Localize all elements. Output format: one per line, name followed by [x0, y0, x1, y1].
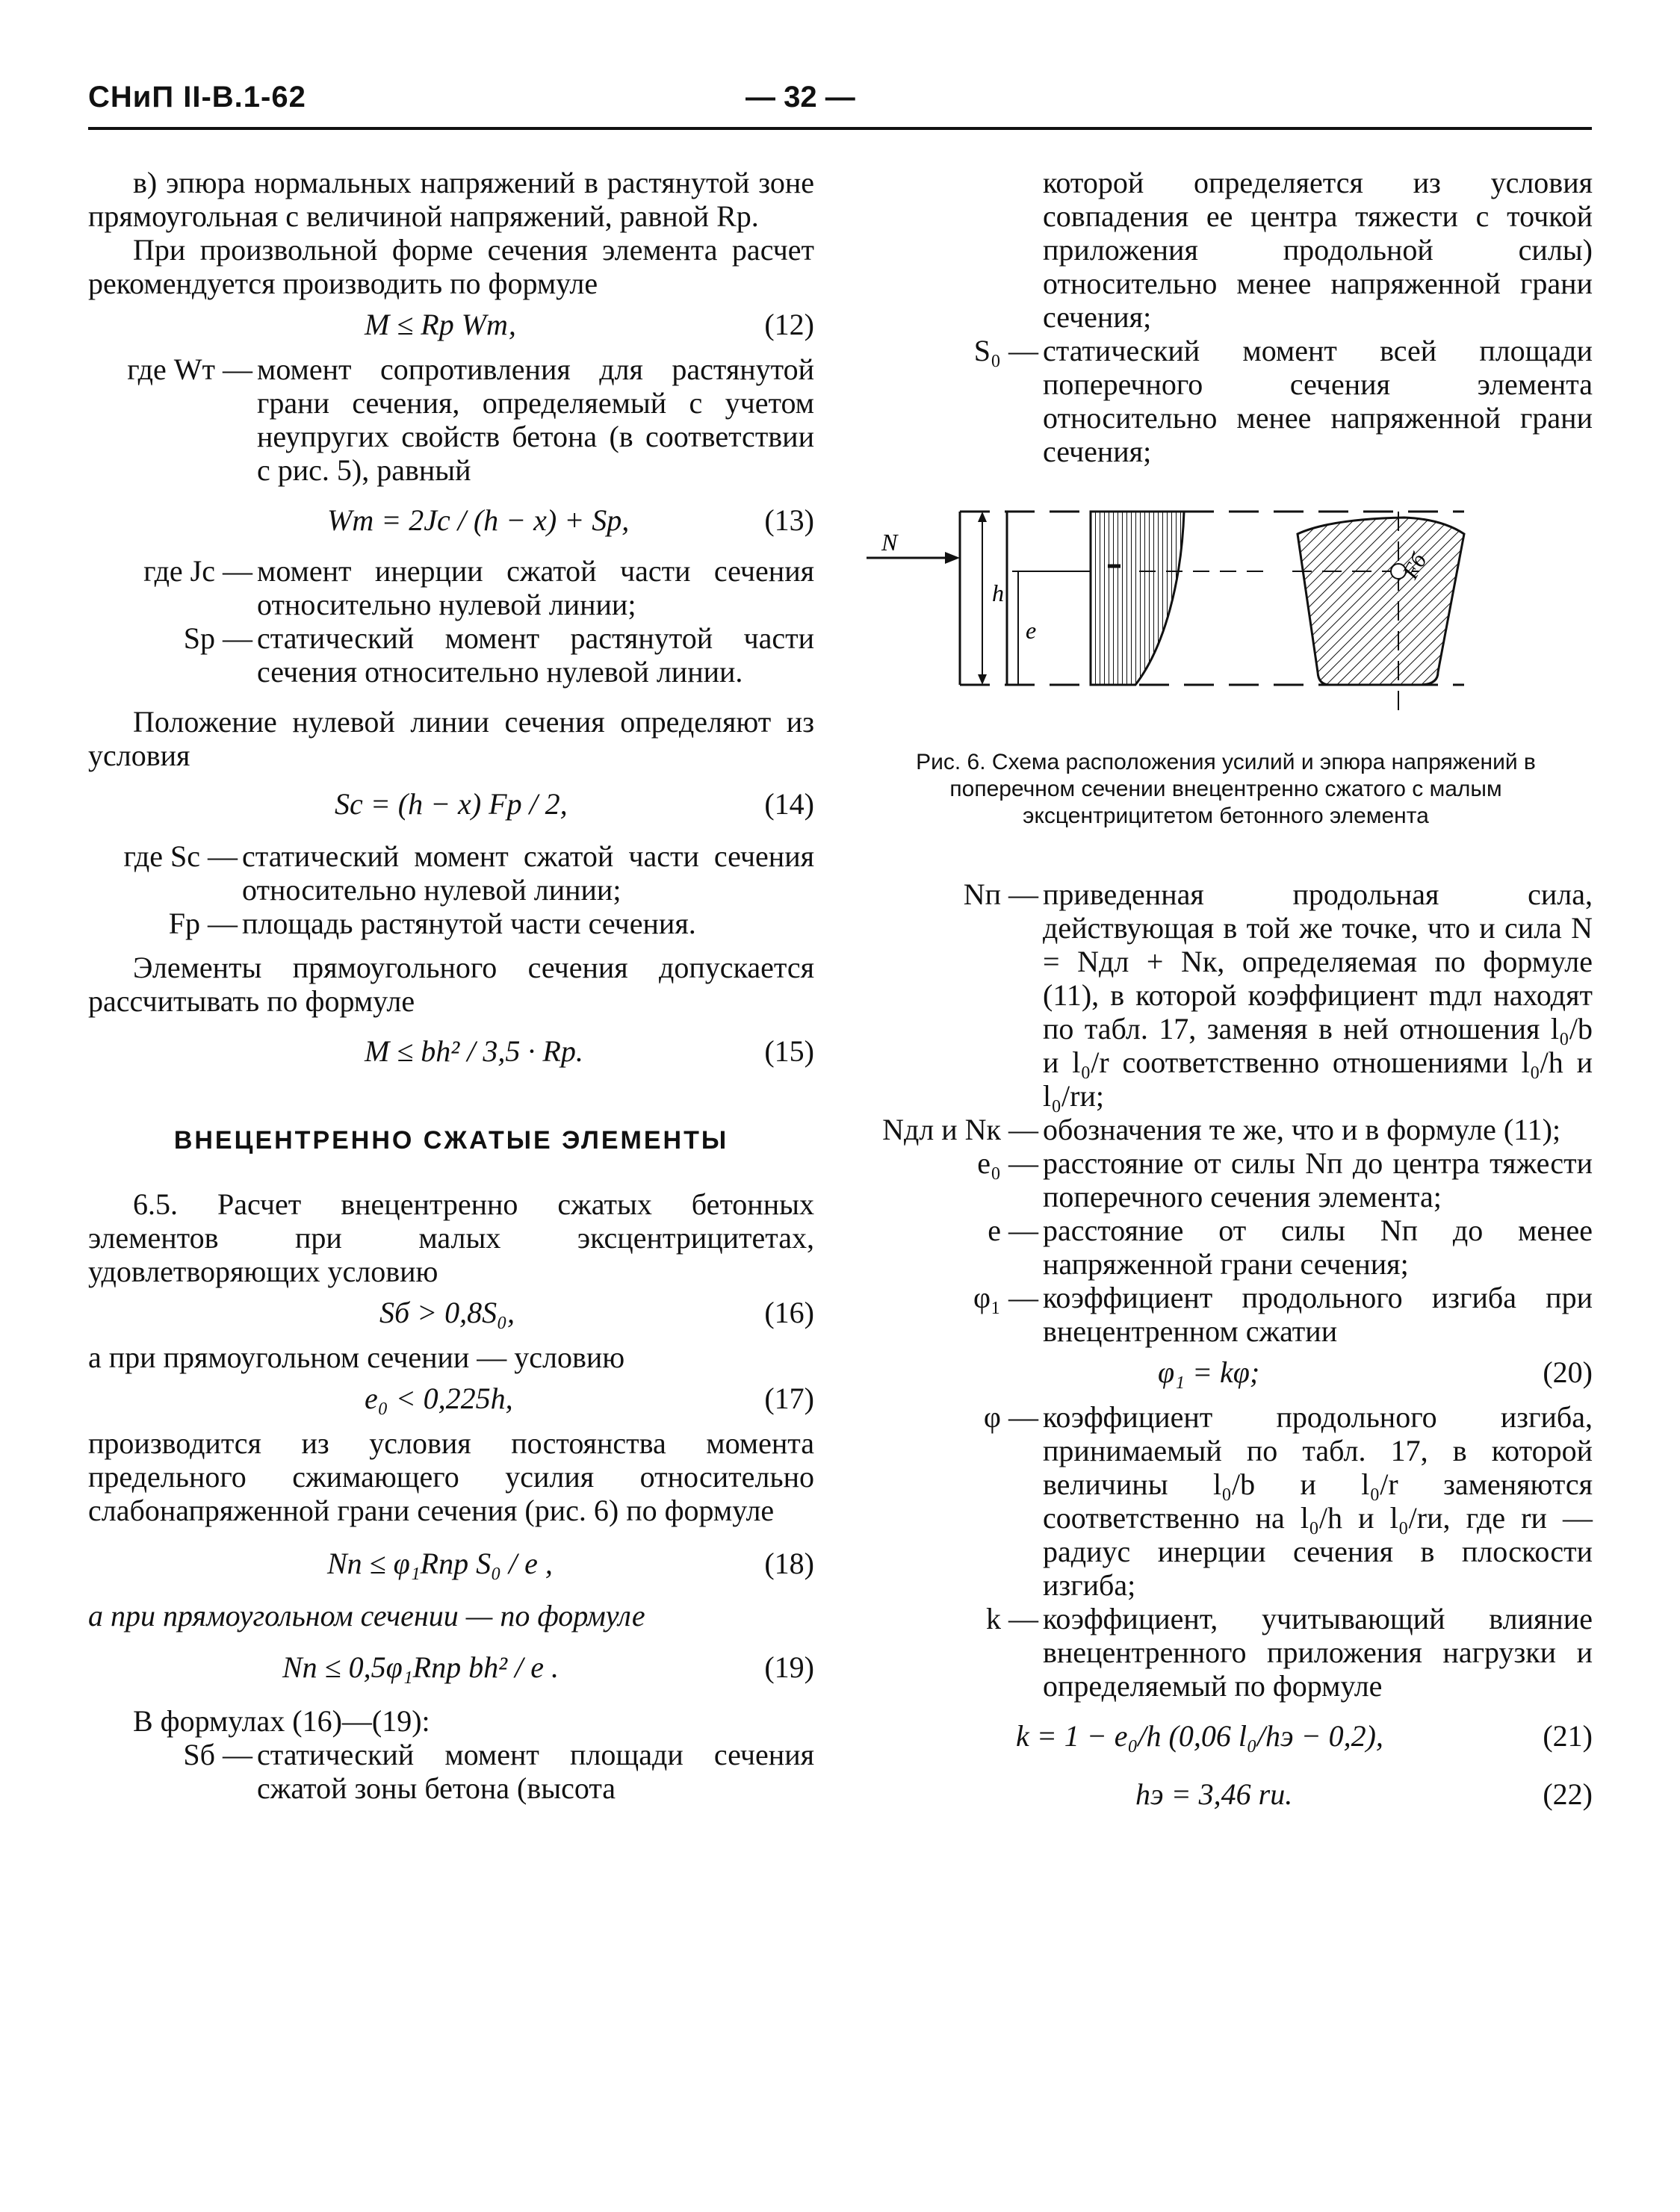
formula-13	[88, 487, 814, 554]
formula-expression: Nп ≤ 0,5φ₁Rпр bh² / e .	[282, 1650, 559, 1684]
definition-text: коэффициент, учитывающий влияние внецентренного приложения нагрузки и определяемый по формуле	[1043, 1602, 1593, 1703]
right-column	[867, 166, 1593, 1822]
definition-text: расстояние от силы Nп до менее напряженной грани сечения;	[1043, 1214, 1593, 1281]
label-n: N	[881, 529, 898, 556]
formula-expression: e₀ < 0,225h,	[365, 1382, 513, 1415]
definition-text: коэффициент продольного изгиба, принимаемый по табл. 17, в которой величины l₀/b и l₀/r заменяются соответственно на l₀/h и l₀/rи, где rи — радиус инерции сечения в плоскости изгиба;	[1043, 1400, 1593, 1602]
definition-term: e —	[988, 1214, 1038, 1247]
paragraph: а при прямоугольном сечении — условию	[88, 1340, 625, 1374]
definition-term: k —	[986, 1602, 1038, 1635]
formula-12	[88, 300, 814, 352]
figure-caption	[889, 749, 1563, 830]
figure-6	[867, 489, 1593, 736]
formula-number: (13)	[764, 503, 814, 537]
formula-18	[88, 1527, 814, 1599]
definition-text: которой определяется из условия совпадения ее центра тяжести с точкой приложения продольной силы) относительно менее напряженной грани сечения;	[1043, 166, 1593, 334]
paragraph: В формулах (16)—(19):	[133, 1704, 430, 1738]
caption-text: Рис. 6. Схема расположения усилий и эпюра напряжений в поперечном сечении внецентренно сжатого с малым эксцентрицитетом бетонного элемента	[916, 750, 1536, 828]
formula-expression: Nп ≤ φ₁Rпр S₀ / e ,	[327, 1547, 553, 1580]
stress-diagram	[867, 489, 1593, 736]
label-h: h	[992, 580, 1004, 606]
formula-expression: hэ = 3,46 rи.	[1135, 1777, 1293, 1811]
formula-number: (22)	[1543, 1777, 1593, 1811]
formula-number: (19)	[764, 1650, 814, 1684]
formula-expression: Wт = 2Jс / (h − x) + Sр,	[327, 503, 630, 537]
formula-number: (14)	[764, 787, 814, 821]
paragraph: Элементы прямоугольного сечения допускается рассчитывать по формуле	[88, 951, 814, 1018]
paragraph: в) эпюра нормальных напряжений в растянутой зоне прямоугольная с величиной напряжений, равной Rр.	[88, 166, 814, 233]
definition-text: площадь растянутой части сечения.	[242, 907, 696, 940]
definition-term: Fр —	[168, 907, 238, 940]
formula-expression: φ₁ = kφ;	[1158, 1355, 1260, 1389]
definition	[867, 1146, 1593, 1214]
definition	[88, 839, 814, 907]
formula-16	[88, 1288, 814, 1340]
definition	[867, 1214, 1593, 1281]
definition-term: Nдл и Nк —	[882, 1113, 1038, 1146]
definition	[88, 352, 814, 487]
definition-text: расстояние от силы Nп до центра тяжести поперечного сечения элемента;	[1043, 1146, 1593, 1214]
definition	[88, 1738, 814, 1805]
definition	[88, 907, 814, 940]
formula-number: (20)	[1543, 1355, 1593, 1389]
formula-number: (15)	[764, 1034, 814, 1068]
formula-expression: M ≤ bh² / 3,5 · Rр.	[365, 1034, 583, 1068]
definition-term: φ —	[983, 1400, 1038, 1434]
formula-17	[88, 1374, 814, 1426]
definition-term: где Jс —	[143, 554, 252, 588]
formula-20	[867, 1348, 1593, 1400]
formula-expression: Sб > 0,8S₀,	[379, 1296, 515, 1329]
definition-term: где Sс —	[123, 839, 238, 873]
definition	[867, 1281, 1593, 1348]
definition-term: Sб —	[183, 1738, 252, 1771]
definition-term: Nп —	[963, 877, 1038, 911]
label-f: Fб	[1398, 549, 1432, 583]
formula-number: (12)	[764, 308, 814, 341]
formula-21	[867, 1703, 1593, 1770]
definition-text: приведенная продольная сила, действующая в той же точке, что и сила N = Nдл + Nк, определяемая по формуле (11), в которой коэффициент mдл находят по табл. 17, заменяя в ней отношения l₀/b и l₀/r соответственно отношениями l₀/h и l₀/rи;	[1043, 877, 1593, 1113]
definition	[867, 334, 1593, 468]
definition-text: обозначения те же, что и в формуле (11);	[1043, 1113, 1561, 1146]
definition-text: статический момент площади сечения сжатой зоны бетона (высота	[257, 1738, 814, 1805]
formula-expression: k = 1 − e₀/h (0,06 l₀/hэ − 0,2),	[1016, 1719, 1383, 1753]
formula-number: (17)	[764, 1382, 814, 1415]
definition-text: статический момент всей площади поперечного сечения элемента относительно менее напряженной грани сечения;	[1043, 334, 1593, 468]
paragraph: производится из условия постоянства момента предельного сжимающего усилия относительно слабонапряженной грани сечения (рис. 6) по формуле	[88, 1426, 814, 1527]
formula-expression: Sс = (h − x) Fр / 2,	[335, 787, 568, 821]
label-e: e	[1026, 617, 1037, 644]
left-column	[88, 166, 814, 1805]
definition	[88, 621, 814, 689]
formula-expression: M ≤ Rр Wт,	[365, 308, 516, 341]
section-heading: ВНЕЦЕНТРЕННО СЖАТЫЕ ЭЛЕМЕНТЫ	[173, 1126, 729, 1155]
paragraph: При произвольной форме сечения элемента расчет рекомендуется производить по формуле	[88, 233, 814, 300]
definition-term: e₀ —	[977, 1146, 1038, 1180]
definition	[867, 877, 1593, 1113]
definition	[867, 1602, 1593, 1703]
formula-number: (16)	[764, 1296, 814, 1329]
definition-term: S₀ —	[973, 334, 1038, 367]
definition-term: Sр —	[183, 621, 252, 655]
definition-term: где Wт —	[127, 352, 252, 386]
page-header	[88, 75, 1592, 130]
definition	[867, 1113, 1593, 1146]
paragraph: Положение нулевой линии сечения определяют из условия	[88, 705, 814, 772]
formula-number: (18)	[764, 1547, 814, 1580]
page-number: — 32 —	[746, 81, 855, 114]
formula-14	[88, 772, 814, 839]
formula-number: (21)	[1543, 1719, 1593, 1753]
document-code: СНиП II-В.1-62	[88, 81, 306, 114]
formula-15	[88, 1018, 814, 1085]
definition-text: момент инерции сжатой части сечения относительно нулевой линии;	[257, 554, 814, 621]
formula-22	[867, 1770, 1593, 1822]
definition	[867, 1400, 1593, 1602]
definition-term: φ₁ —	[973, 1281, 1038, 1314]
definition-text: коэффициент продольного изгиба при внецентренном сжатии	[1043, 1281, 1593, 1348]
formula-19	[88, 1632, 814, 1704]
definition-text: статический момент растянутой части сечения относительно нулевой линии.	[257, 621, 814, 689]
definition-text: статический момент сжатой части сечения относительно нулевой линии;	[242, 839, 814, 907]
definition-continuation	[867, 166, 1593, 334]
definition-text: момент сопротивления для растянутой грани сечения, определяемый с учетом неупругих свойств бетона (в соответствии с рис. 5), равный	[257, 352, 814, 487]
paragraph: 6.5. Расчет внецентренно сжатых бетонных элементов при малых эксцентрицитетах, удовлетворяющих условию	[88, 1187, 814, 1288]
paragraph: а при прямоугольном сечении — по формуле	[88, 1599, 645, 1632]
definition	[88, 554, 814, 621]
